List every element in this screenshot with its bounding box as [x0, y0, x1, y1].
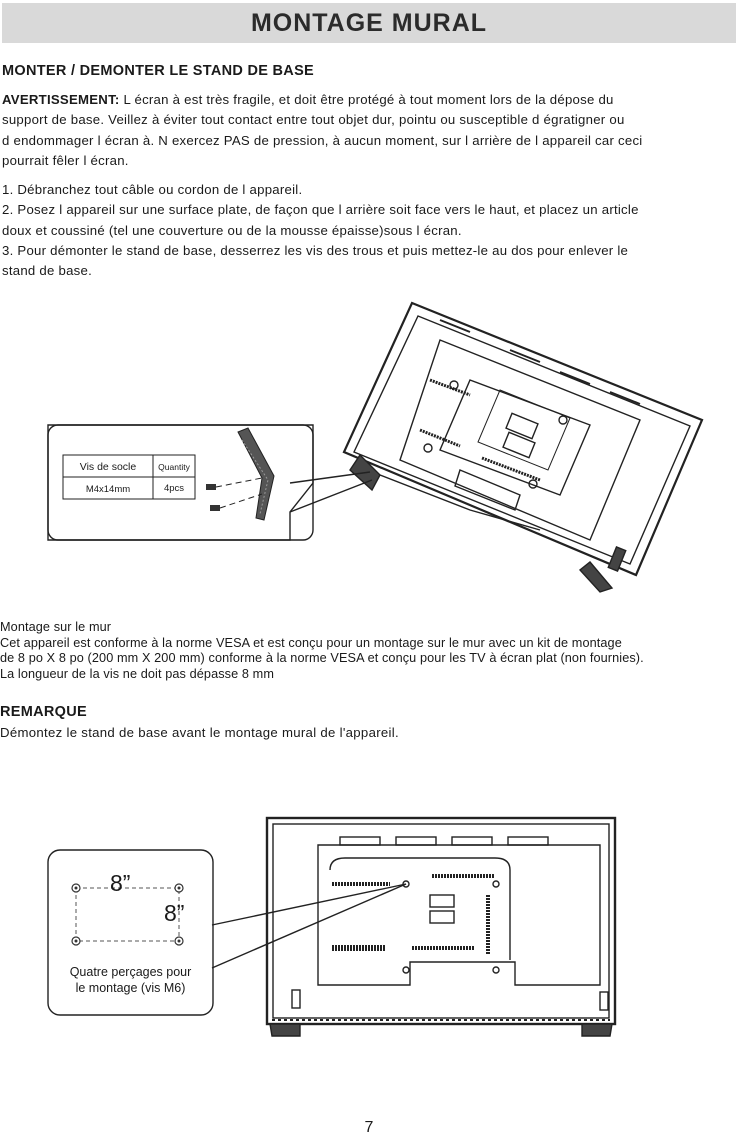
wall-mount-line: Cet appareil est conforme à la norme VESA et est conçu pour un montage sur le mur avec un kit de montage	[0, 635, 622, 650]
vesa-dimension-vertical: 8”	[164, 900, 185, 926]
vesa-caption: Quatre perçages pour le montage (vis M6)	[69, 965, 192, 995]
warning-line: pourrait fêler l écran.	[2, 152, 129, 168]
step-line: stand de base.	[2, 263, 93, 279]
screw-table-row-qty: 4pcs	[163, 483, 185, 494]
step-line: 2. Posez l appareil sur une surface plate, de façon que l arrière soit face vers le haut, et placez un article	[2, 202, 639, 218]
page-title: MONTAGE MURAL	[250, 9, 488, 37]
warning-line: d endommager l écran à. N exercez PAS de pression, à aucun moment, sur l arrière de l appareil car ceci	[2, 132, 643, 148]
wall-mount-line: Montage sur le mur	[0, 620, 112, 634]
step-line: 1. Débranchez tout câble ou cordon de l appareil.	[2, 182, 303, 197]
tv-rear-upright	[267, 818, 615, 1036]
remark-heading: REMARQUE	[0, 704, 87, 720]
warning-label: AVERTISSEMENT:	[2, 92, 120, 107]
step-line: 3. Pour démonter le stand de base, desserrez les vis des trous et puis mettez-le au dos pour enlever le	[2, 242, 629, 258]
screw-table-header-name: Vis de socle	[79, 461, 137, 473]
screw-table-row-name: M4x14mm	[85, 484, 131, 495]
warning-line: AVERTISSEMENT: L écran à est très fragile, et doit être protégé à tout moment lors de la dépose du	[2, 92, 614, 107]
screw-table-header-qty: Quantity	[158, 462, 190, 472]
warning-line: support de base. Veillez à éviter tout contact entre tout objet dur, pointu ou susceptible d égratigner ou	[2, 112, 625, 128]
step-line: doux et coussiné (tel une couverture ou de la mousse épaisse)sous l écran.	[2, 222, 462, 238]
section-heading-stand: MONTER / DEMONTER LE STAND DE BASE	[2, 63, 315, 79]
wall-mount-line: La longueur de la vis ne doit pas dépasse 8 mm	[0, 666, 275, 681]
page-number: 7	[364, 1119, 374, 1136]
remark-text: Démontez le stand de base avant le montage mural de l'appareil.	[0, 725, 399, 740]
wall-mount-line: de 8 po X 8 po (200 mm X 200 mm) conforme à la norme VESA et conçu pour les TV à écran plat (non fournies).	[0, 651, 644, 665]
vesa-dimension-horizontal: 8”	[110, 870, 131, 896]
